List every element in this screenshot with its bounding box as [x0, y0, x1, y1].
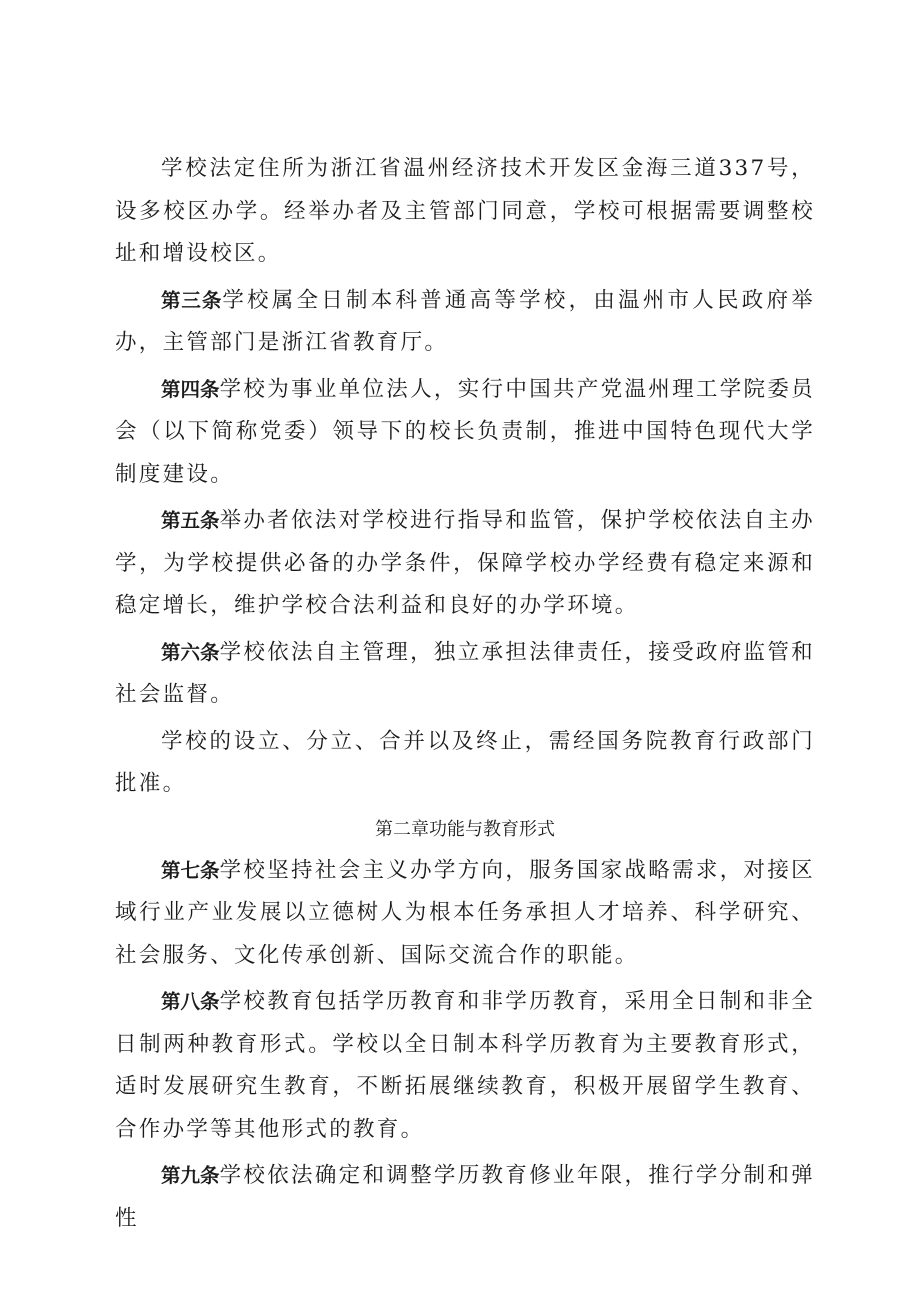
article-label: 第六条 [161, 640, 220, 664]
article-6 [115, 632, 815, 717]
article-text: 学校为事业单位法人，实行中国共产党温州理工学院委员会（以下简称党委）领导下的校长负责制，推进中国特色现代大学制度建设。 [115, 376, 815, 487]
paragraph-address [115, 148, 815, 276]
article-label: 第五条 [161, 509, 220, 532]
article-label: 第三条 [161, 288, 223, 312]
article-label: 第八条 [161, 990, 220, 1013]
paragraph-text: 学校的设立、分立、合并以及终止，需经国务院教育行政部门批准。 [115, 728, 815, 796]
article-7 [115, 850, 815, 978]
paragraph-text: 学校法定住所为浙江省温州经济技术开发区金海三道337号，设多校区办学。经举办者及主管部门同意，学校可根据需要调整校址和增设校区。 [115, 156, 815, 266]
article-9 [115, 1155, 815, 1240]
article-text: 学校坚持社会主义办学方向，服务国家战略需求，对接区域行业产业发展以立德树人为根本任务承担人才培养、科学研究、社会服务、文化传承创新、国际交流合作的职能。 [115, 857, 815, 968]
article-text: 学校依法确定和调整学历教育修业年限，推行学分制和弹性 [115, 1163, 815, 1231]
article-label: 第四条 [161, 377, 220, 401]
article-4 [115, 369, 815, 497]
paragraph-establishment [115, 721, 815, 806]
chapter-title: 第二章功能与教育形式 [375, 818, 555, 840]
document-body [115, 148, 815, 1244]
article-label: 第七条 [161, 858, 220, 882]
article-label: 第九条 [161, 1164, 220, 1187]
article-5 [115, 500, 815, 628]
article-text: 学校属全日制本科普通高等学校，由温州市人民政府举办，主管部门是浙江省教育厅。 [115, 287, 815, 355]
article-text: 举办者依法对学校进行指导和监管，保护学校依法自主办学，为学校提供必备的办学条件，保障学校办学经费有稳定来源和稳定增长，维护学校合法利益和良好的办学环境。 [115, 508, 815, 618]
article-3 [115, 280, 815, 365]
article-text: 学校教育包括学历教育和非学历教育，采用全日制和非全日制两种教育形式。学校以全日制本科学历教育为主要教育形式，适时发展研究生教育，不断拓展继续教育，积极开展留学生教育、合作办学等其他形式的教育。 [115, 989, 815, 1142]
article-text: 学校依法自主管理，独立承担法律责任，接受政府监管和社会监督。 [115, 639, 815, 707]
article-8 [115, 981, 815, 1151]
